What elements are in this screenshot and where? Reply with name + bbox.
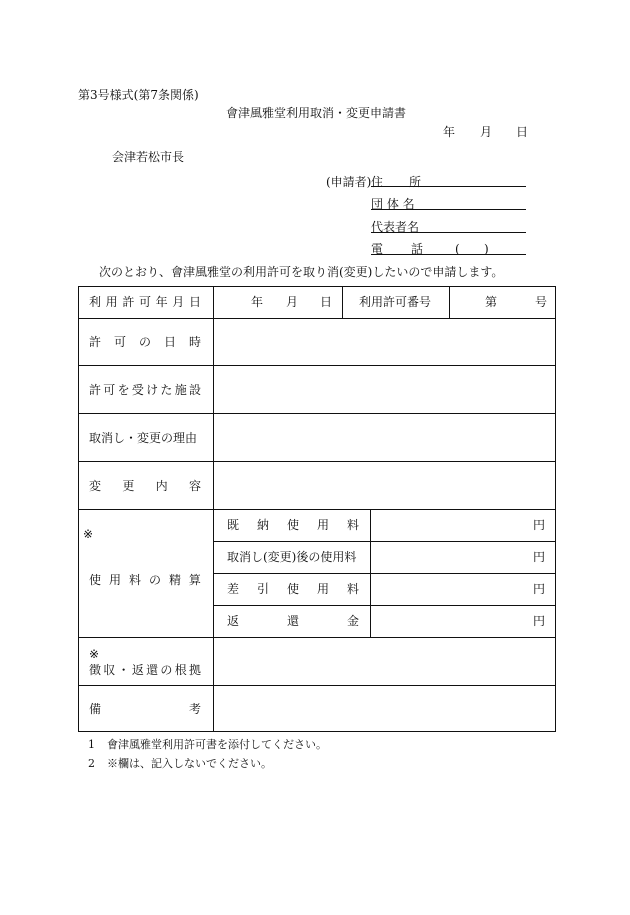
permit-datetime-label xyxy=(89,335,201,349)
application-table xyxy=(78,286,556,732)
note-1-text: 會津風雅堂利用許可書を添付してください。 xyxy=(107,738,327,751)
reason-label: 取消し・変更の理由 xyxy=(89,431,198,445)
label-char: 既 xyxy=(227,518,240,532)
label-char: 返 xyxy=(131,663,144,677)
label-char: 納 xyxy=(256,518,269,532)
label-char: 容 xyxy=(188,479,201,493)
permit-number-value-divider xyxy=(449,287,450,318)
statement: 次のとおり、會津風雅堂の利用許可を取り消(変更)したいので申請します。 xyxy=(99,265,504,279)
date-day: 日 xyxy=(516,125,529,139)
phone-paren-close: ) xyxy=(484,242,489,256)
fee-row-after-change-label: 取消し(変更)後の使用料 xyxy=(227,550,357,564)
label-char: 用 xyxy=(316,518,329,532)
document-title: 會津風雅堂利用取消・変更申請書 xyxy=(226,106,407,120)
label-char: 日 xyxy=(188,295,201,309)
row-divider xyxy=(79,509,555,510)
fee-row-paid-label xyxy=(227,518,359,532)
label-char: 受 xyxy=(131,383,144,397)
representative-label: 代表者名 xyxy=(371,220,420,234)
label-char: 使 xyxy=(286,582,299,596)
basis-mark: ※ xyxy=(89,647,100,661)
label-char: 拠 xyxy=(188,663,201,677)
permit-number-prefix: 第 xyxy=(485,295,498,309)
label-char: 使 xyxy=(89,573,102,587)
label-char: 変 xyxy=(89,479,102,493)
label-char: 許 xyxy=(89,383,102,397)
group-underline xyxy=(371,209,526,210)
form-code: 第3号様式(第7条関係) xyxy=(78,88,199,102)
label-char: た xyxy=(160,383,173,397)
representative-underline xyxy=(371,232,526,233)
label-char: の xyxy=(160,663,173,677)
label-char: 可 xyxy=(113,335,126,349)
label-char: 年 xyxy=(155,295,168,309)
basis-label xyxy=(89,663,201,677)
label-char: 料 xyxy=(346,518,359,532)
label-char: 還 xyxy=(146,663,159,677)
label-char: 引 xyxy=(256,582,269,596)
row-divider xyxy=(79,461,555,462)
fee-row-divider xyxy=(213,573,555,574)
label-char: 許 xyxy=(122,295,135,309)
address-underline xyxy=(371,186,526,187)
label-char: 備 xyxy=(89,702,102,716)
date-month: 月 xyxy=(480,125,493,139)
permit-date-month-unit: 月 xyxy=(286,295,299,309)
fee-row-difference-unit: 円 xyxy=(533,582,546,596)
remarks-label xyxy=(89,702,201,716)
row-divider xyxy=(79,413,555,414)
label-char: 料 xyxy=(346,582,359,596)
label-char: 徴 xyxy=(89,663,102,677)
fee-row-refund-label xyxy=(227,614,359,628)
fee-mark: ※ xyxy=(83,527,94,541)
label-char: 可 xyxy=(103,383,116,397)
label-char: を xyxy=(117,383,130,397)
fee-row-divider xyxy=(213,605,555,606)
label-char: 用 xyxy=(316,582,329,596)
label-char: 差 xyxy=(227,582,240,596)
phone-label-1: 電 xyxy=(371,242,384,256)
note-2-text: ※欄は、記入しないでください。 xyxy=(107,757,272,770)
label-char: 更 xyxy=(122,479,135,493)
label-char: 時 xyxy=(188,335,201,349)
note-1-number: 1 xyxy=(88,738,95,751)
row-divider xyxy=(79,318,555,319)
label-char: 考 xyxy=(188,702,201,716)
address-label-1: 住 xyxy=(371,175,384,189)
label-char: の xyxy=(138,335,151,349)
fee-row-difference-label xyxy=(227,582,359,596)
label-char: 返 xyxy=(227,614,240,628)
date-year: 年 xyxy=(443,125,456,139)
permit-date-day-unit: 日 xyxy=(320,295,333,309)
label-char: 内 xyxy=(155,479,168,493)
note-2-number: 2 xyxy=(88,757,95,770)
label-column-divider xyxy=(213,287,214,731)
fee-row-refund-unit: 円 xyxy=(533,614,546,628)
fee-row-after-change-unit: 円 xyxy=(533,550,546,564)
fee-amount-divider xyxy=(370,509,371,637)
label-char: 根 xyxy=(174,663,187,677)
label-char: 用 xyxy=(105,295,118,309)
label-char: 利 xyxy=(89,295,102,309)
label-char: 算 xyxy=(188,573,201,587)
label-char: ・ xyxy=(117,663,130,677)
addressee: 会津若松市長 xyxy=(112,150,185,164)
permit-number-suffix: 号 xyxy=(535,295,548,309)
fee-row-divider xyxy=(213,541,555,542)
row-divider xyxy=(79,637,555,638)
permit-number-divider xyxy=(342,287,343,318)
fee-row-paid-unit: 円 xyxy=(533,518,546,532)
label-char: 可 xyxy=(138,295,151,309)
label-char: 施 xyxy=(174,383,187,397)
row-divider xyxy=(79,365,555,366)
label-char: 日 xyxy=(163,335,176,349)
permit-date-year-unit: 年 xyxy=(251,295,264,309)
phone-paren-open: ( xyxy=(455,242,460,256)
row-divider xyxy=(79,685,555,686)
group-label: 団 体 名 xyxy=(371,197,415,211)
permit-date-label xyxy=(89,295,201,309)
label-char: 料 xyxy=(128,573,141,587)
facility-label xyxy=(89,383,201,397)
phone-label-2: 話 xyxy=(411,242,424,256)
phone-underline xyxy=(371,254,526,255)
label-char: け xyxy=(146,383,159,397)
permit-number-label: 利用許可番号 xyxy=(359,295,432,309)
fee-settlement-label xyxy=(89,573,201,587)
label-char: 月 xyxy=(172,295,185,309)
label-char: 金 xyxy=(346,614,359,628)
label-char: 還 xyxy=(286,614,299,628)
applicant-prefix: (申請者) xyxy=(326,175,372,189)
label-char: の xyxy=(148,573,161,587)
label-char: 設 xyxy=(188,383,201,397)
label-char: 収 xyxy=(103,663,116,677)
change-label xyxy=(89,479,201,493)
label-char: 使 xyxy=(286,518,299,532)
label-char: 用 xyxy=(108,573,121,587)
label-char: 許 xyxy=(89,335,102,349)
address-label-2: 所 xyxy=(409,175,422,189)
label-char: 精 xyxy=(168,573,181,587)
